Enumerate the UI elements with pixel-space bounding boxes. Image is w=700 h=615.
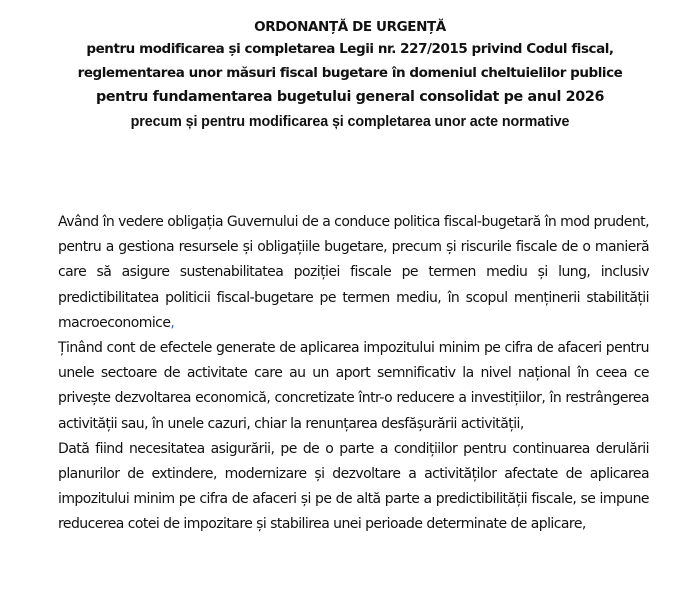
paragraph-2-text: Ținând cont de efectele generate de aplicarea impozitului minim pe cifra de afaceri pentru unele sectoare de activitate care au un aport semnificativ la nivel național în ceea ce privește dezvoltarea economică, concretizate într-o reducere a investițiilor, în restrângerea activității sau, în unele cazuri, chiar la renunțarea desfășurării activității,	[58, 340, 649, 432]
document-header	[0, 17, 700, 134]
paragraph-1-trailing-comma: ,	[170, 314, 175, 331]
paragraph-3-text: Dată fiind necesitatea asigurării, pe de o parte a condițiilor pentru continuarea derulării planurilor de extindere, modernizare și dezvoltare a activităților afectate de aplicarea impozitului minim pe cifra de afaceri și pe de altă parte a predictibilității fiscale, se impune reducerea cotei de impozitare și stabilirea unei perioade determinate de aplicare,	[58, 440, 649, 533]
paragraph-1-text: Având în vedere obligația Guvernului de a conduce politica fiscal-bugetară în mod prudent, pentru a gestiona resursele și obligațiile bugetare, precum și riscurile fiscale de o manieră care să asigure sustenabilitatea poziției fiscale pe termen mediu și lung, inclusiv predictibilitatea politicii fiscal-bugetare pe termen mediu, în scopul menținerii stabilității macroeconomice	[58, 214, 649, 331]
paragraph-2	[58, 336, 649, 437]
subtitle-line-1: pentru modificarea și completarea Legii nr. 227/2015 privind Codul fiscal,	[86, 41, 614, 57]
paragraph-1	[58, 210, 649, 336]
document-body	[58, 210, 649, 538]
paragraph-3	[58, 437, 649, 538]
subtitle-line-2: reglementarea unor măsuri fiscal bugetare în domeniul cheltuielilor publice	[77, 65, 623, 81]
subtitle-line-3: pentru fundamentarea bugetului general consolidat pe anul 2026	[95, 89, 605, 105]
document-title: ORDONANȚĂ DE URGENȚĂ	[254, 19, 446, 35]
subtitle-line-4: precum și pentru modificarea și completarea unor acte normative	[130, 114, 570, 130]
